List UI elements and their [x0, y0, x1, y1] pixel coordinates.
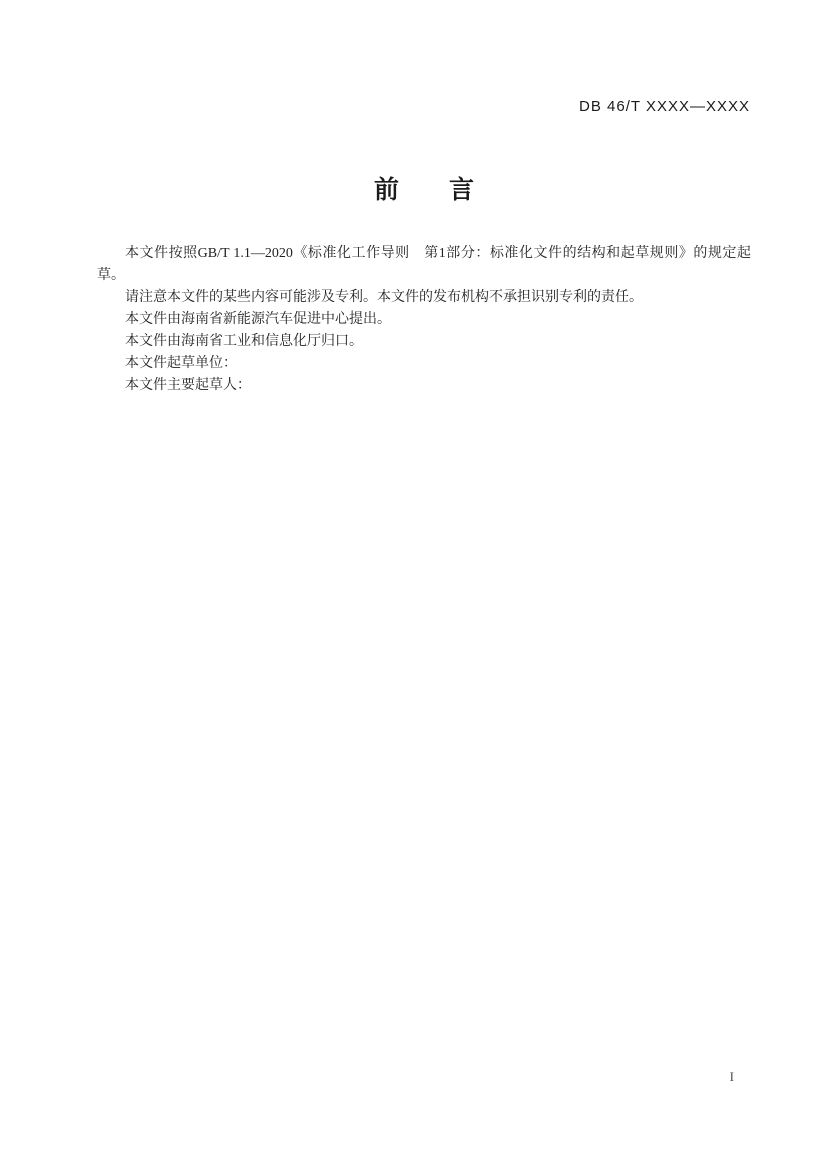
paragraph: 本文件起草单位： [125, 356, 237, 371]
paragraph: 本文件由海南省工业和信息化厅归口。 [125, 334, 363, 349]
paragraph: 本文件主要起草人： [125, 378, 251, 393]
standard-code-header: DB 46/T XXXX—XXXX [579, 98, 750, 115]
page-title: 前 言 [373, 176, 474, 204]
page-number: I [729, 1069, 734, 1084]
foreword-body [97, 243, 751, 397]
paragraph: 请注意本文件的某些内容可能涉及专利。本文件的发布机构不承担识别专利的责任。 [125, 290, 643, 305]
paragraph: 本文件由海南省新能源汽车促进中心提出。 [125, 312, 391, 327]
paragraph: 本文件按照GB/T 1.1—2020《标准化工作导则 第1部分：标准化文件的结构和起草规则》的规定起草。 [97, 246, 751, 283]
